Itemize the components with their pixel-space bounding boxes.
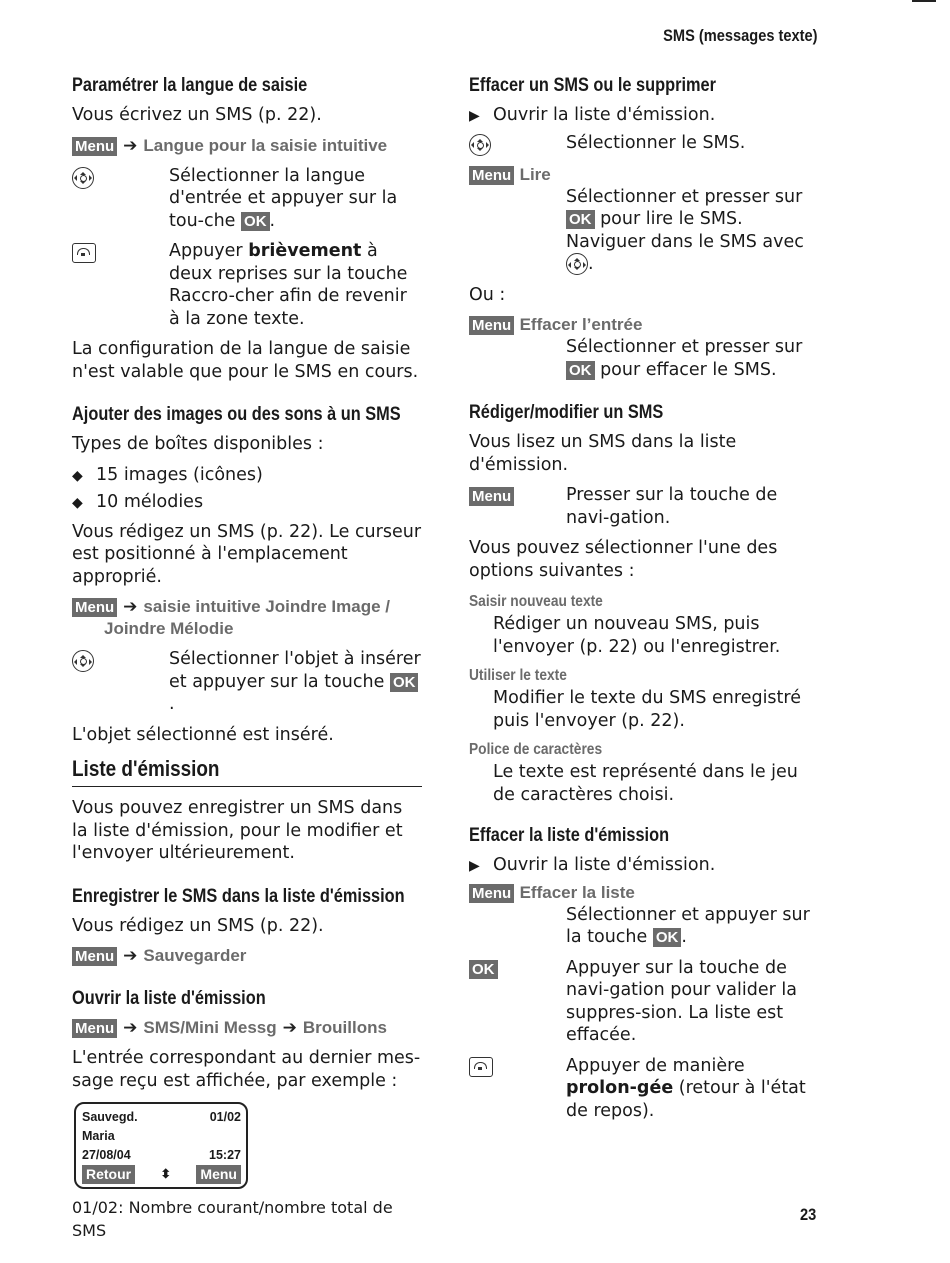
menu-key: Menu — [72, 1019, 117, 1038]
triangle-bullet-icon: ▶ — [469, 858, 480, 874]
step-row: OK Appuyer sur la touche de navi-gation pour valider la suppres-sion. La liste est effacée. — [469, 957, 819, 1047]
navigation-key-icon — [72, 650, 94, 672]
menu-key: Menu — [469, 884, 514, 903]
step-row: Appuyer brièvement à deux reprises sur la touche Raccro-cher afin de revenir à la zone texte. — [72, 240, 422, 330]
paragraph: Vous rédigez un SMS (p. 22). — [72, 915, 324, 936]
option-label: Police de caractères — [469, 741, 603, 758]
section-title-rediger: Rédiger/modifier un SMS — [469, 402, 664, 423]
step-text: Sélectionner et presser sur OK pour lire le SMS. Naviguer dans le SMS avec . — [566, 186, 804, 274]
ok-key: OK — [566, 361, 595, 380]
paragraph: Vous écrivez un SMS (p. 22). — [72, 105, 322, 125]
menu-path-cont: Joindre Mélodie — [104, 619, 234, 638]
ok-key: OK — [566, 210, 595, 229]
menu-path: Menu Effacer l’entrée — [469, 314, 819, 336]
softkey-back: Retour — [82, 1165, 135, 1184]
menu-path: Menu Lire — [469, 164, 819, 186]
paragraph: Vous pouvez enregistrer un SMS dans la liste d'émission, pour le modifier et l'envoyer ultérieurement. — [72, 798, 403, 863]
paragraph: Ou : — [469, 284, 506, 305]
arrow-icon: ➔ — [123, 135, 138, 156]
paragraph: Vous pouvez sélectionner l'une des options suivantes : — [469, 538, 778, 581]
arrow-icon: ➔ — [282, 1018, 297, 1038]
section-title-ouvrir: Ouvrir la liste d'émission — [72, 988, 266, 1009]
section-title-images: Ajouter des images ou des sons à un SMS — [72, 404, 401, 425]
list-item: ▶ Ouvrir la liste d'émission. — [469, 854, 819, 878]
option-label: Saisir nouveau texte — [469, 593, 603, 610]
paragraph: Types de boîtes disponibles : — [72, 434, 324, 454]
ok-key: OK — [390, 673, 419, 692]
step-text: Sélectionner et appuyer sur la touche OK . — [566, 904, 810, 947]
list-item: ◆ 10 mélodies — [72, 491, 422, 515]
caption: 01/02: Nombre courant/nombre total de SMS — [72, 1198, 393, 1240]
section-title-effacer-liste: Effacer la liste d'émission — [469, 825, 670, 846]
left-column — [72, 72, 422, 1250]
menu-path: Menu ➔ Langue pour la saisie intuitive — [72, 135, 422, 157]
page-number: 23 — [800, 1205, 817, 1224]
option-desc: Rédiger un nouveau SMS, puis l'envoyer (p. 22) ou l'enregistrer. — [493, 614, 781, 657]
ok-key: OK — [241, 212, 270, 231]
list-item: ◆ 15 images (icônes) — [72, 464, 422, 488]
menu-key: Menu — [469, 487, 514, 506]
paragraph: Vous lisez un SMS dans la liste d'émission. — [469, 432, 737, 475]
menu-path: Menu ➔ Sauvegarder — [72, 945, 422, 967]
menu-path: Menu ➔ SMS/Mini Messg ➔ Brouillons — [72, 1017, 422, 1039]
menu-path: Menu ➔ saisie intuitive Joindre Image / — [72, 596, 422, 618]
section-title-enregistrer: Enregistrer le SMS dans la liste d'émission — [72, 885, 405, 907]
arrow-icon: ➔ — [123, 1018, 138, 1038]
step-text: Sélectionner et presser sur OK pour effacer le SMS. — [566, 337, 803, 380]
navigation-key-icon — [469, 134, 491, 156]
ok-key: OK — [469, 960, 498, 979]
option-desc: Le texte est représenté dans le jeu de caractères choisi. — [493, 762, 798, 805]
arrow-icon: ➔ — [123, 597, 138, 617]
hang-up-key-icon — [72, 243, 96, 263]
menu-key: Menu — [72, 598, 117, 617]
menu-key: Menu — [469, 316, 514, 335]
right-column — [469, 72, 819, 1130]
step-row: Menu Presser sur la touche de navi-gation. — [469, 484, 819, 529]
navigation-key-icon — [72, 167, 94, 189]
paragraph: Vous rédigez un SMS (p. 22). Le curseur est positionné à l'emplacement approprié. — [72, 521, 422, 587]
phone-display: Sauvegd. 01/02 Maria 27/08/04 15:27 Retour ⬍ Menu — [74, 1102, 248, 1189]
up-down-icon: ⬍ — [160, 1167, 172, 1181]
option-label: Utiliser le texte — [469, 667, 567, 684]
paragraph: L'entrée correspondant au dernier mes-sage reçu est affichée, par exemple : — [72, 1048, 421, 1091]
softkey-menu: Menu — [196, 1165, 241, 1184]
arrow-icon: ➔ — [123, 946, 138, 966]
paragraph: L'objet sélectionné est inséré. — [72, 724, 334, 745]
diamond-bullet-icon: ◆ — [72, 495, 83, 511]
step-row: Sélectionner le SMS. — [469, 132, 819, 156]
menu-path: Menu Effacer la liste — [469, 882, 819, 904]
paragraph: La configuration de la langue de saisie n'est valable que pour le SMS en cours. — [72, 339, 419, 382]
running-header: SMS (messages texte) — [663, 26, 818, 45]
section-title-langue: Paramétrer la langue de saisie — [72, 75, 308, 96]
section-title-effacer: Effacer un SMS ou le supprimer — [469, 75, 716, 96]
step-row: Appuyer de manière prolon-gée (retour à l'état de repos). — [469, 1055, 819, 1123]
hang-up-key-icon — [469, 1057, 493, 1077]
diamond-bullet-icon: ◆ — [72, 467, 83, 484]
ok-key: OK — [653, 928, 682, 947]
menu-key: Menu — [469, 166, 514, 185]
corner-mark — [912, 0, 936, 2]
step-row: Sélectionner la langue d'entrée et appuyer sur la tou-che OK . — [72, 165, 422, 233]
step-row: Sélectionner l'objet à insérer et appuyer sur la touche OK. — [72, 648, 422, 716]
menu-key: Menu — [72, 137, 117, 156]
chapter-title: Liste d'émission — [72, 756, 422, 787]
triangle-bullet-icon: ▶ — [469, 108, 480, 124]
list-item: ▶ Ouvrir la liste d'émission. — [469, 104, 819, 128]
option-desc: Modifier le texte du SMS enregistré puis l'envoyer (p. 22). — [493, 688, 801, 731]
navigation-key-icon — [566, 253, 588, 275]
menu-key: Menu — [72, 947, 117, 966]
